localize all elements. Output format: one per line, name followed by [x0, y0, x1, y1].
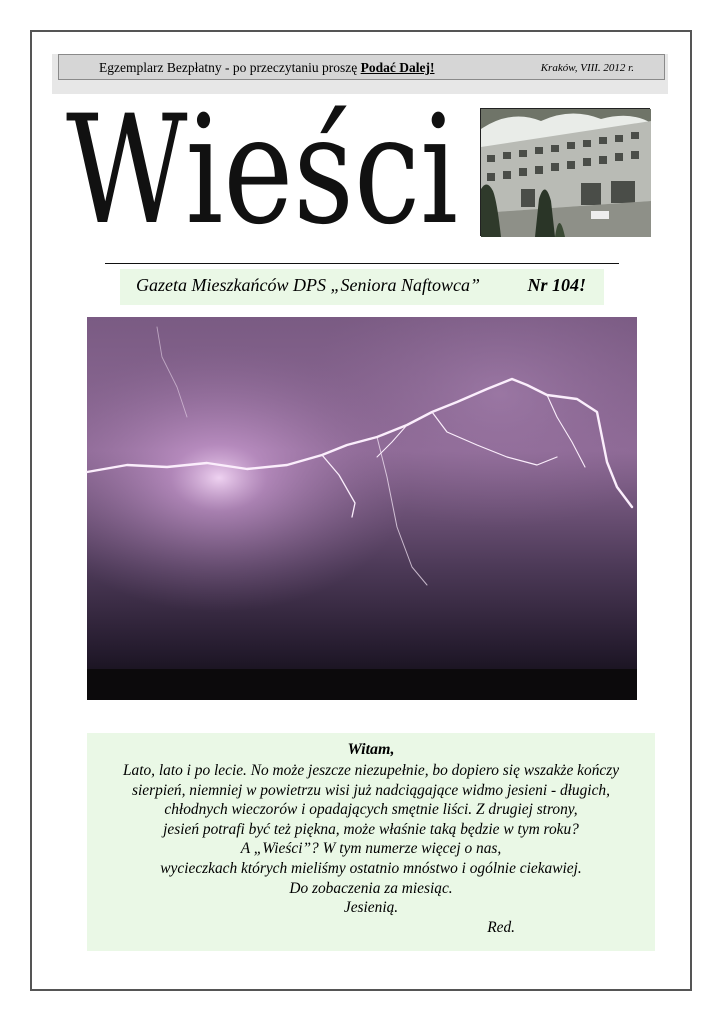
welcome-line: chłodnych wieczorów i opadających smętnie liści. Z drugiej strony, [164, 801, 578, 819]
welcome-line: Lato, lato i po lecie. No może jeszcze niezupełnie, bo dopiero się wszakże kończy [122, 762, 620, 779]
newspaper-subtitle: Gazeta Mieszkańców DPS „Seniora Naftowca” [136, 275, 480, 295]
masthead-text: Wieści [66, 84, 458, 258]
welcome-line: jesień potrafi być też piękna, może właśnie taką będzie w tym roku? [163, 820, 579, 838]
subtitle-box [120, 269, 604, 305]
welcome-title: Witam, [347, 741, 395, 758]
issue-date: Kraków, VIII. 2012 r. [540, 62, 634, 74]
welcome-line: Jesienią. [343, 899, 399, 917]
editor-signature: Red. [487, 918, 515, 936]
banner-bold-text: Podać Dalej! [360, 60, 435, 75]
welcome-line: wycieczkach których mieliśmy ostatnio mnóstwo i ogólnie ciekawiej. [160, 859, 582, 877]
welcome-note [87, 733, 655, 951]
welcome-line: sierpień, niemniej w powietrzu wisi już nadciągające widmo jesieni - długich, [132, 781, 610, 799]
masthead-title [66, 84, 466, 258]
building-photo [480, 108, 650, 236]
issue-number: Nr 104! [527, 275, 586, 295]
lightning-photo [87, 317, 637, 700]
welcome-line: Do zobaczenia za miesiąc. [289, 879, 453, 897]
banner-text [99, 60, 435, 76]
banner-text-main: Egzemplarz Bezpłatny - po przeczytaniu proszę [99, 60, 358, 75]
title-divider [105, 263, 619, 264]
welcome-line: A „Wieści”? W tym numerze więcej o nas, [240, 840, 502, 858]
top-banner [58, 54, 665, 80]
